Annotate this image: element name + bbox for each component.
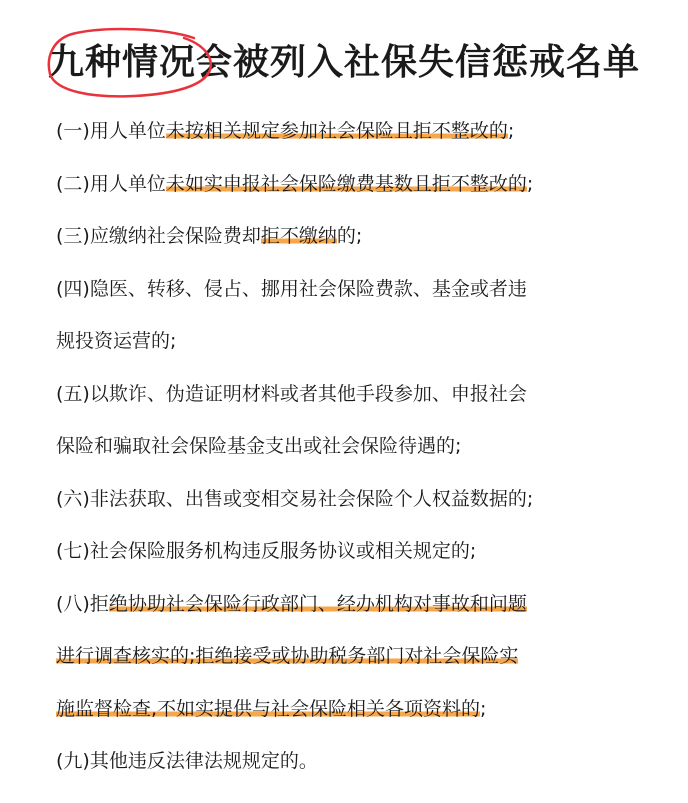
list-item: [56, 643, 666, 669]
rule-list: [56, 118, 666, 801]
list-item: (六)非法获取、出售或变相交易社会保险个人权益数据的;: [56, 487, 534, 510]
list-item: (七)社会保险服务机构违反服务协议或相关规定的;: [56, 540, 477, 562]
highlighted-text: 绝协助社会保险行政部门、经办机构对事故和问题: [108, 592, 527, 615]
highlighted-text: 进行调查核实的;拒绝接受或协助税务部门对社会保险实: [56, 645, 519, 667]
page-title: 九种情况会被列入社保失信惩戒名单: [47, 42, 640, 83]
highlighted-text: 未如实申报社会保险缴费基数且拒不整改的: [165, 172, 527, 195]
list-item: (九)其他违反法律法规规定的。: [56, 750, 318, 772]
red-circle-annotation: [44, 24, 214, 100]
list-item: 保险和骗取社会保险基金支出或社会保险待遇的;: [56, 435, 462, 457]
list-item: (一)用人单位未按相关规定参加社会保险且拒不整改的;: [56, 120, 515, 142]
list-item: (二)用人单位未如实申报社会保险缴费基数且拒不整改的;: [56, 172, 534, 195]
highlighted-text: 未按相关规定参加社会保险且拒不整改的: [165, 120, 508, 142]
list-item: (三)应缴纳社会保险费却拒不缴纳的;: [56, 225, 363, 247]
list-item: (八)拒绝协助社会保险行政部门、经办机构对事故和问题: [56, 592, 527, 615]
highlighted-text: 拒不缴纳: [260, 225, 337, 247]
list-item: (五)以欺诈、伪造证明材料或者其他手段参加、申报社会: [56, 382, 527, 405]
highlighted-text: 施监督检查,不如实提供与社会保险相关各项资料的: [56, 697, 481, 720]
list-item: 规投资运营的;: [56, 330, 177, 352]
list-item: (四)隐医、转移、侵占、挪用社会保险费款、基金或者违: [56, 277, 527, 300]
list-item: 施监督检查,不如实提供与社会保险相关各项资料的;: [56, 697, 487, 720]
